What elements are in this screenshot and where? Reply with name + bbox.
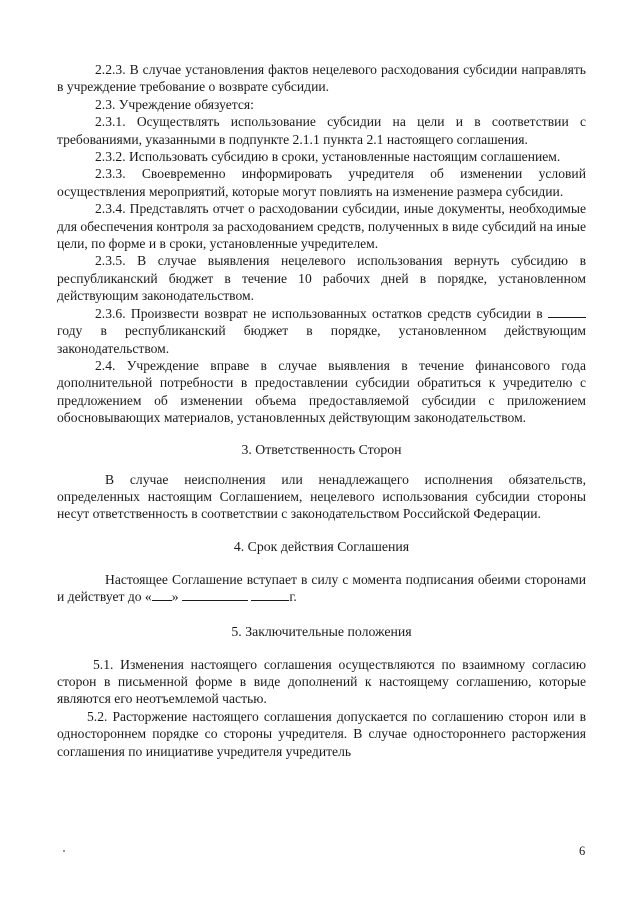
year-blank-2: [251, 588, 289, 601]
page-number: 6: [579, 844, 586, 858]
paragraph-2-3-6-end: году в республиканский бюджет в порядке, установленном действующим законодательством.: [57, 323, 586, 356]
scan-speck: [63, 850, 65, 852]
paragraph-2-3-6-start: 2.3.6. Произвести возврат не использованных остатков средств субсидии в: [95, 305, 543, 321]
document-body: [57, 61, 586, 760]
section-5-title: 5. Заключительные положения: [231, 623, 412, 639]
paragraph-2-3-4: 2.3.4. Представлять отчет о расходовании субсидии, иные документы, необходимые для обеспечения контроля за расходованием средств, полученных в виде субсидий на иные цели, по форме и в сроки, установленные учредителем.: [57, 201, 586, 252]
day-blank: [152, 588, 172, 601]
paragraph-5-2: 5.2. Расторжение настоящего соглашения допускается по соглашению сторон или в одностороннем порядке со стороны учредителя. В случае одностороннего расторжения соглашения по инициативе учредителя учредитель: [57, 708, 586, 759]
paragraph-2-3-6: [57, 305, 586, 357]
paragraph-5-1: 5.1. Изменения настоящего соглашения осуществляются по взаимному согласию сторон в письменной форме в виде дополнений к настоящему соглашению, которые являются его неотъемлемой частью.: [57, 656, 586, 707]
section-4-quote-close: »: [171, 589, 179, 605]
paragraph-2-3-1: 2.3.1. Осуществлять использование субсидии на цели и в соответствии с требованиями, указанными в подпункте 2.1.1 пункта 2.1 настоящего соглашения.: [57, 114, 586, 147]
paragraph-2-4: 2.4. Учреждение вправе в случае выявления в течение финансового года дополнительной потребности в предоставлении субсидии обратиться к учредителю с предложением об изменении объема предоставляемой субсидии с приложением обосновывающих материалов, установленных действующим законодательством.: [57, 357, 586, 426]
section-4-year-suffix: г.: [289, 589, 297, 605]
paragraph-2-2-3: 2.2.3. В случае установления фактов нецелевого расходования субсидии направлять в учреждение требование о возврате субсидии.: [57, 62, 586, 95]
paragraph-2-3-5: 2.3.5. В случае выявления нецелевого использования вернуть субсидию в республиканский бюджет в течение 10 рабочих дней в порядке, установленном действующим законодательством.: [57, 253, 586, 304]
section-4-text-start: Настоящее Соглашение вступает в силу с момента подписания обеими сторонами и действует до «: [57, 571, 586, 605]
paragraph-2-3-2: 2.3.2. Использовать субсидию в сроки, установленные настоящим соглашением.: [95, 149, 561, 165]
section-4-text: [57, 571, 586, 606]
paragraph-2-3: 2.3. Учреждение обязуется:: [95, 96, 254, 112]
paragraph-2-3-3: 2.3.3. Своевременно информировать учредителя об изменении условий осуществления мероприятий, которые могут повлиять на изменение размера субсидии.: [57, 166, 586, 199]
section-3-title: 3. Ответственность Сторон: [241, 441, 402, 457]
section-4-title: 4. Срок действия Соглашения: [233, 538, 410, 554]
section-3-text: В случае неисполнения или ненадлежащего исполнения обязательств, определенных настоящим Соглашением, нецелевого использования субсидии стороны несут ответственность в соответствии с законодательством Российской Федерации.: [57, 471, 586, 522]
year-blank: [548, 305, 586, 318]
month-blank: [182, 588, 248, 601]
